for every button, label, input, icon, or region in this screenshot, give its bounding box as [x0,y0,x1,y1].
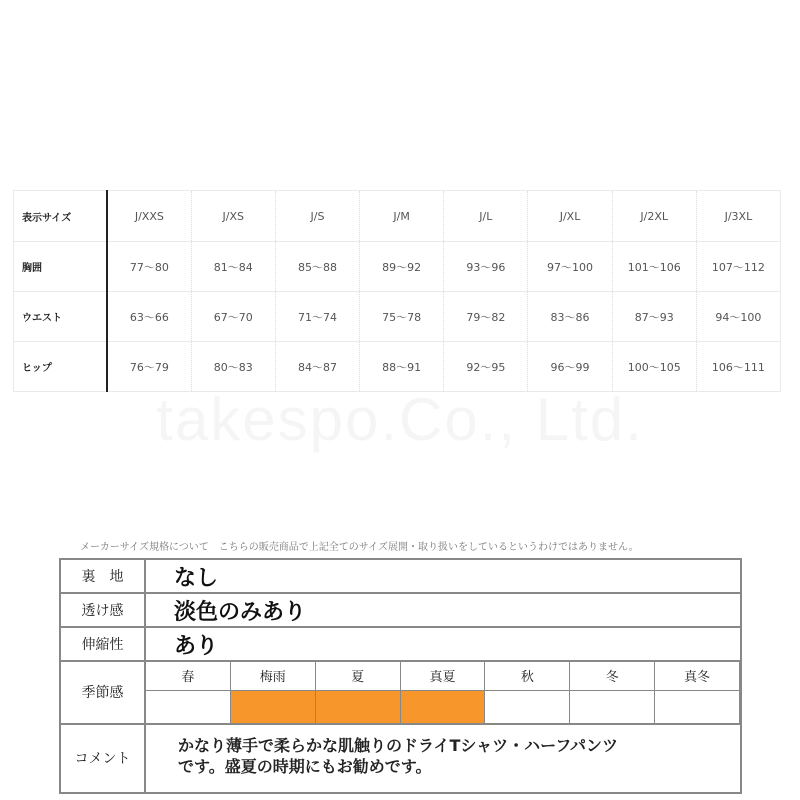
size-row-label: ウエスト [14,292,108,342]
season-indicator-inactive [485,691,570,723]
size-cell: 84〜87 [275,342,359,392]
size-cell: 79〜82 [444,292,528,342]
size-header-row [14,191,781,242]
size-row-label: 胸囲 [14,242,108,292]
size-cell: 81〜84 [191,242,275,292]
size-row [14,292,781,342]
size-cell: 87〜93 [612,292,696,342]
stretch-value: あり [174,633,219,659]
season-name: 冬 [570,660,655,691]
season-indicator-active [316,691,401,723]
size-column-4: J/L [444,191,528,242]
maker-size-note: メーカーサイズ規格について こちらの販売商品で上記全てのサイズ展開・取り扱いをしているというわけではありません。 [80,542,639,553]
spec-table [59,558,742,794]
size-cell: 107〜112 [696,242,780,292]
comment-line-2: です。盛夏の時期にもお勧めです。 [178,757,432,776]
size-column-6: J/2XL [612,191,696,242]
size-cell: 93〜96 [444,242,528,292]
stretch-label: 伸縮性 [61,628,146,660]
size-cell: 96〜99 [528,342,612,392]
comment-label: コメント [61,723,146,792]
size-row [14,242,781,292]
size-cell: 101〜106 [612,242,696,292]
size-cell: 67〜70 [191,292,275,342]
size-cell: 85〜88 [275,242,359,292]
size-cell: 100〜105 [612,342,696,392]
size-cell: 71〜74 [275,292,359,342]
sheer-value: 淡色のみあり [174,599,307,625]
size-column-7: J/3XL [696,191,780,242]
size-column-2: J/S [275,191,359,242]
size-column-1: J/XS [191,191,275,242]
lining-value: なし [174,565,219,591]
season-name: 梅雨 [231,660,316,691]
season-name: 秋 [485,660,570,691]
season-indicator-inactive [146,691,231,723]
watermark: takespo.Co., Ltd. [156,386,644,453]
season-name: 真冬 [655,660,740,691]
season-name: 真夏 [401,660,486,691]
season-indicator-active [231,691,316,723]
comment-text [146,723,740,792]
sheer-label: 透け感 [61,594,146,626]
size-column-3: J/M [360,191,444,242]
season-name: 春 [146,660,231,691]
size-header-label: 表示サイズ [14,191,108,242]
season-indicator-inactive [570,691,655,723]
size-row-label: ヒップ [14,342,108,392]
size-cell: 77〜80 [107,242,191,292]
size-cell: 88〜91 [360,342,444,392]
season-indicator-active [401,691,486,723]
size-cell: 89〜92 [360,242,444,292]
size-cell: 97〜100 [528,242,612,292]
size-table [13,190,781,392]
size-cell: 106〜111 [696,342,780,392]
size-row [14,342,781,392]
season-label: 季節感 [61,660,146,723]
size-cell: 92〜95 [444,342,528,392]
lining-label: 裏 地 [61,560,146,592]
size-cell: 76〜79 [107,342,191,392]
season-name: 夏 [316,660,401,691]
size-cell: 83〜86 [528,292,612,342]
size-column-5: J/XL [528,191,612,242]
size-cell: 94〜100 [696,292,780,342]
size-cell: 80〜83 [191,342,275,392]
comment-line-1: かなり薄手で柔らかな肌触りのドライTシャツ・ハーフパンツ [178,736,619,755]
size-cell: 63〜66 [107,292,191,342]
size-cell: 75〜78 [360,292,444,342]
size-column-0: J/XXS [107,191,191,242]
season-indicator-inactive [655,691,740,723]
